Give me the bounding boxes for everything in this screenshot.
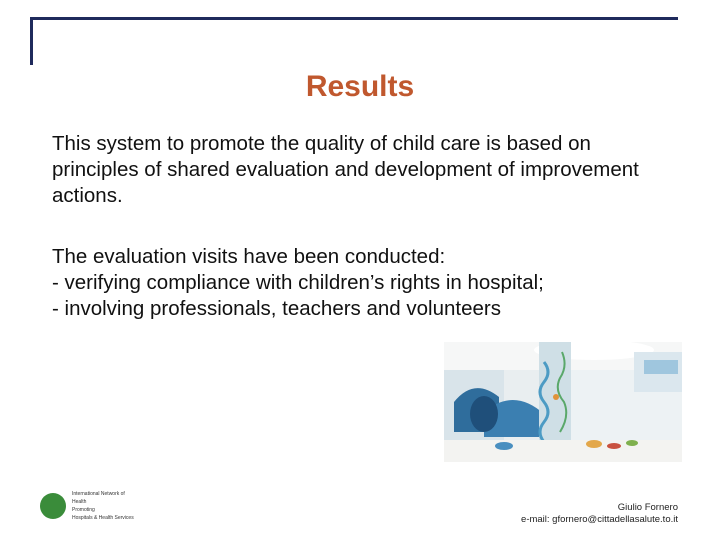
evaluation-visits-line: The evaluation visits have been conducted: xyxy=(52,245,446,268)
slide-title: Results xyxy=(305,70,415,103)
hospital-ward-photo xyxy=(444,342,682,462)
logo-text: International Network of Health Promoting Hospitals & Health Services xyxy=(72,491,134,521)
paragraph-shared-evaluation: This system to promote the quality of child care is based on principles of shared evaluation and development of improvement actions. xyxy=(52,132,639,207)
frame-top-line xyxy=(30,17,678,20)
compliance-line: - verifying compliance with children’s rights in hospital; xyxy=(52,271,544,294)
involvement-line: - involving professionals, teachers and volunteers xyxy=(52,297,501,320)
logo-emblem-icon xyxy=(40,493,66,519)
footer-contact xyxy=(521,502,678,526)
paragraph-evaluation-visits xyxy=(52,244,692,322)
hospital-ward-illustration xyxy=(444,342,682,462)
frame-left-line xyxy=(30,17,33,65)
hph-network-logo xyxy=(40,490,150,526)
footer-email: e-mail: gfornero@cittadellasalute.to.it xyxy=(521,514,678,525)
footer-name: Giulio Fornero xyxy=(617,502,678,513)
